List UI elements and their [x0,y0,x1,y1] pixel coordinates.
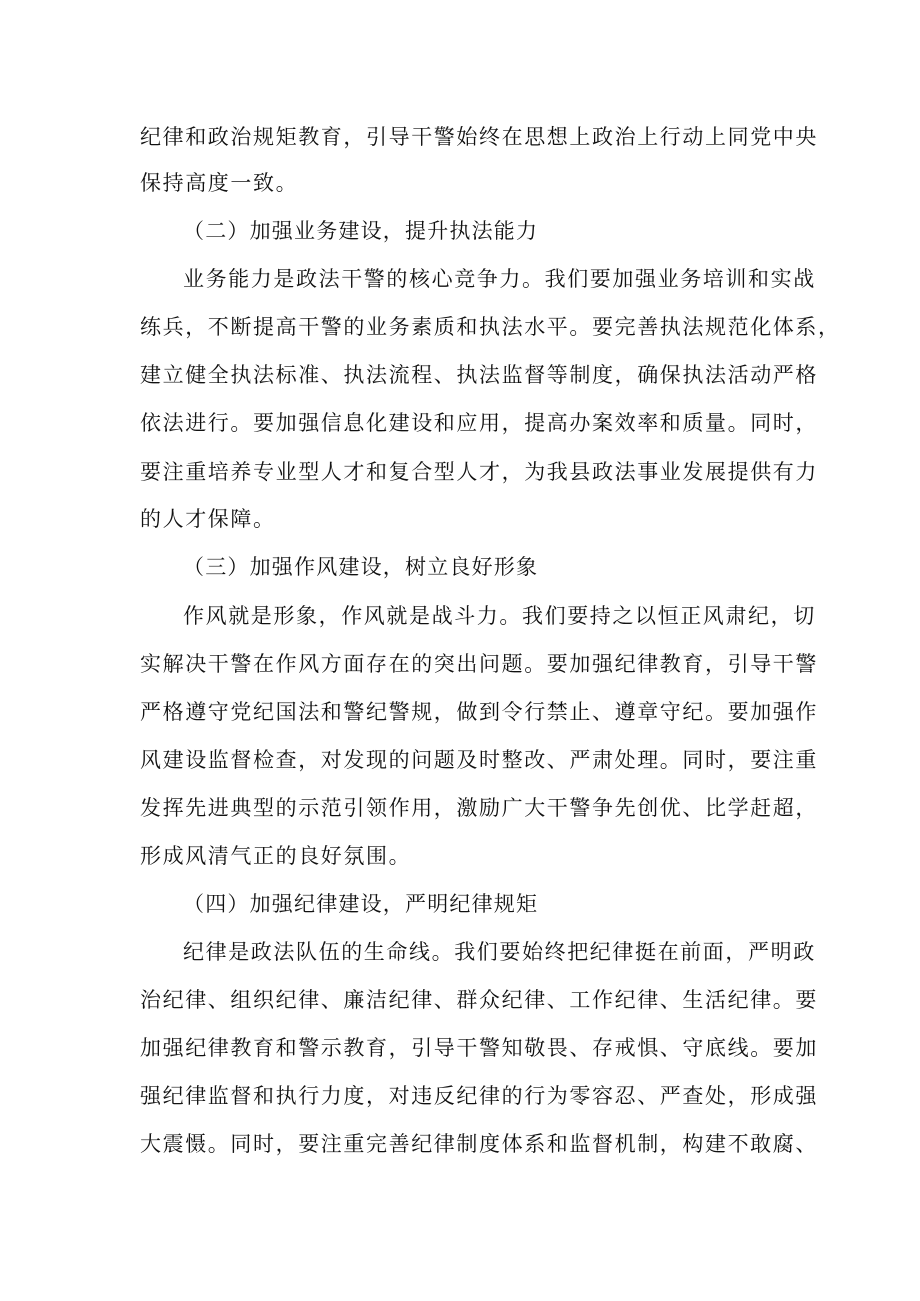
section-heading: （二）加强业务建设，提升执法能力 [183,219,539,243]
body-text-line: 的人才保障。 [140,507,276,531]
paragraph-first-line: 纪律是政法队伍的生命线。我们要始终把纪律挺在前面，严明政 [183,940,816,964]
body-text-line: 大震慑。同时，要注重完善纪律制度体系和监督机制，构建不敢腐、 [140,1132,818,1156]
body-text-line: 强纪律监督和执行力度，对违反纪律的行为零容忍、严查处，形成强 [140,1084,818,1108]
body-text-line: 治纪律、组织纪律、廉洁纪律、群众纪律、工作纪律、生活纪律。要 [140,988,818,1012]
body-text-line: 风建设监督检查，对发现的问题及时整改、严肃处理。同时，要注重 [140,748,818,772]
body-text-line: 严格遵守党纪国法和警纪警规，做到令行禁止、遵章守纪。要加强作 [140,700,818,724]
body-text-line: 加强纪律教育和警示教育，引导干警知敬畏、存戒惧、守底线。要加 [140,1036,818,1060]
body-text-line: 发挥先进典型的示范引领作用，激励广大干警争先创优、比学赶超， [140,796,818,820]
body-text-line: 形成风清气正的良好氛围。 [140,844,412,868]
body-text-line: 纪律和政治规矩教育，引导干警始终在思想上政治上行动上同党中央 [140,125,818,149]
body-text-line: 实解决干警在作风方面存在的突出问题。要加强纪律教育，引导干警 [140,652,818,676]
body-text-line: 建立健全执法标准、执法流程、执法监督等制度，确保执法活动严格 [140,363,818,387]
paragraph-first-line: 业务能力是政法干警的核心竞争力。我们要加强业务培训和实战 [183,267,816,291]
body-text-line: 练兵，不断提高干警的业务素质和执法水平。要完善执法规范化体系， [140,315,841,339]
body-text-line: 要注重培养专业型人才和复合型人才，为我县政法事业发展提供有力 [140,460,818,484]
paragraph-first-line: 作风就是形象，作风就是战斗力。我们要持之以恒正风肃纪，切 [183,604,816,628]
body-text-line: 保持高度一致。 [140,171,299,195]
section-heading: （三）加强作风建设，树立良好形象 [183,555,539,579]
section-heading: （四）加强纪律建设，严明纪律规矩 [183,892,539,916]
body-text-line: 依法进行。要加强信息化建设和应用，提高办案效率和质量。同时， [140,411,818,435]
